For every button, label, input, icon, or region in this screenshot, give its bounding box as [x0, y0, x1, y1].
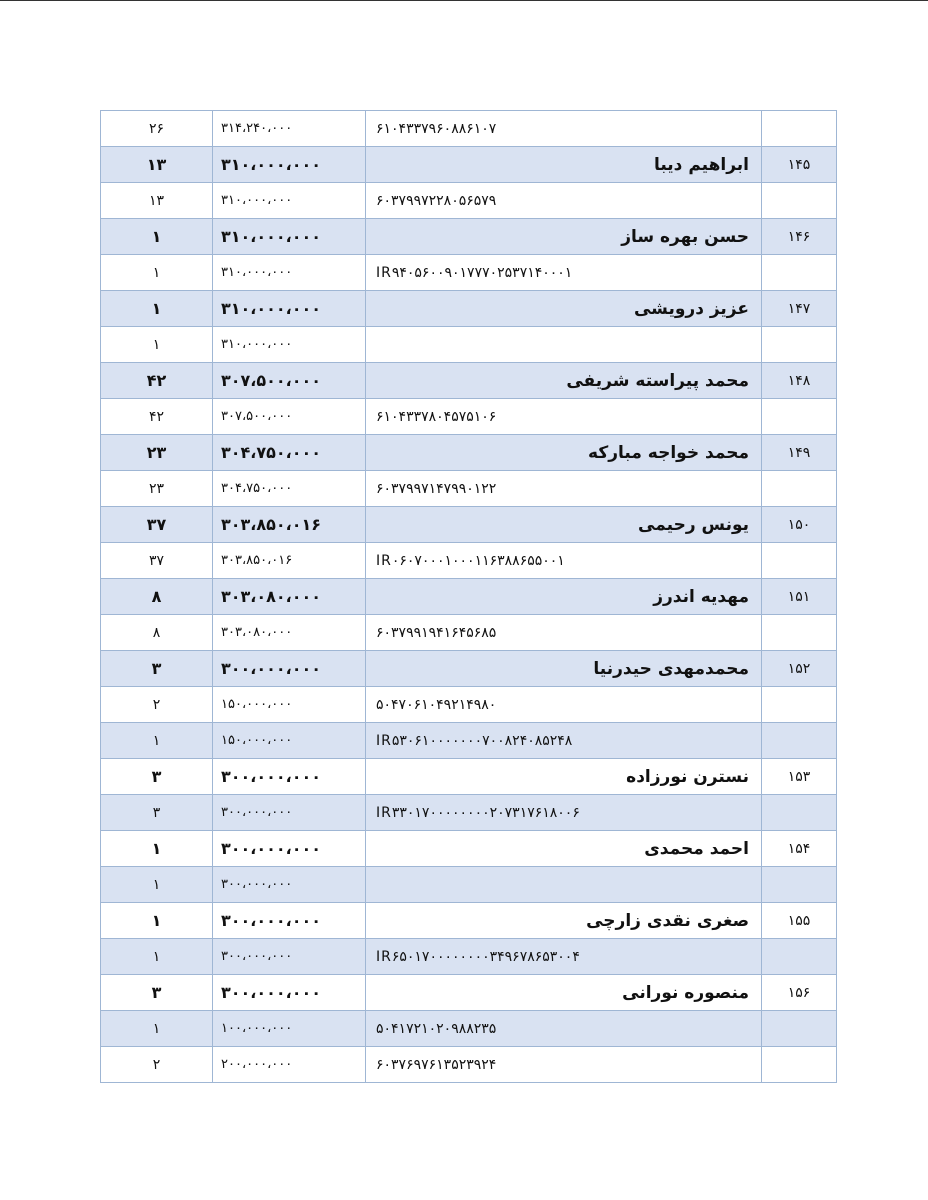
account-number: IR۹۴۰۵۶۰۰۹۰۱۷۷۷۰۲۵۳۷۱۴۰۰۰۱ — [376, 264, 573, 281]
count-cell: ۱ — [101, 867, 213, 903]
account-row — [101, 723, 837, 759]
account-row — [101, 1011, 837, 1047]
amount-cell: ۳۰۰،۰۰۰،۰۰۰ — [213, 867, 366, 903]
amount-cell: ۳۱۰،۰۰۰،۰۰۰ — [213, 291, 366, 327]
person-name: نسترن نورزاده — [626, 766, 749, 787]
count-cell: ۲۳ — [101, 471, 213, 507]
index-cell: ۱۵۳ — [762, 759, 837, 795]
name-cell — [366, 147, 762, 183]
account-number: IR۳۳۰۱۷۰۰۰۰۰۰۰۰۲۰۷۳۱۷۶۱۸۰۰۶ — [376, 804, 580, 821]
name-cell — [366, 363, 762, 399]
amount-cell: ۳۱۰،۰۰۰،۰۰۰ — [213, 255, 366, 291]
account-number: ۵۰۴۷۰۶۱۰۴۹۲۱۴۹۸۰ — [376, 696, 497, 713]
account-cell — [366, 255, 762, 291]
amount-cell: ۳۰۰،۰۰۰،۰۰۰ — [213, 831, 366, 867]
name-cell — [366, 291, 762, 327]
person-name: محمد خواجه مبارکه — [588, 442, 749, 463]
person-row — [101, 651, 837, 687]
top-rule — [0, 0, 928, 1]
account-cell — [366, 183, 762, 219]
index-cell: ۱۵۵ — [762, 903, 837, 939]
account-cell — [366, 723, 762, 759]
amount-cell: ۳۰۳،۰۸۰،۰۰۰ — [213, 579, 366, 615]
index-cell: ۱۴۵ — [762, 147, 837, 183]
person-name: مهدیه اندرز — [653, 586, 749, 607]
amount-cell: ۳۰۴،۷۵۰،۰۰۰ — [213, 435, 366, 471]
account-number: ۶۰۳۷۶۹۷۶۱۳۵۲۳۹۲۴ — [376, 1056, 497, 1073]
account-row — [101, 471, 837, 507]
name-cell — [366, 651, 762, 687]
account-number: ۶۱۰۴۳۳۷۸۰۴۵۷۵۱۰۶ — [376, 408, 497, 425]
account-number: IR۰۶۰۷۰۰۰۱۰۰۰۱۱۶۳۸۸۶۵۵۰۰۱ — [376, 552, 565, 569]
amount-cell: ۳۱۰،۰۰۰،۰۰۰ — [213, 327, 366, 363]
index-cell: ۱۵۶ — [762, 975, 837, 1011]
count-cell: ۱۳ — [101, 147, 213, 183]
amount-cell: ۳۱۰،۰۰۰،۰۰۰ — [213, 147, 366, 183]
person-name: حسن بهره ساز — [621, 226, 749, 247]
account-row — [101, 615, 837, 651]
account-row — [101, 867, 837, 903]
account-row — [101, 687, 837, 723]
amount-cell: ۳۰۰،۰۰۰،۰۰۰ — [213, 651, 366, 687]
amount-cell: ۳۰۳،۸۵۰،۰۱۶ — [213, 543, 366, 579]
person-row — [101, 759, 837, 795]
count-cell: ۱ — [101, 219, 213, 255]
account-row — [101, 255, 837, 291]
account-row — [101, 939, 837, 975]
payments-table-body — [101, 111, 837, 1083]
count-cell: ۲۶ — [101, 111, 213, 147]
amount-cell: ۳۱۰،۰۰۰،۰۰۰ — [213, 183, 366, 219]
person-name: صغری نقدی زارچی — [586, 910, 749, 931]
count-cell: ۱ — [101, 723, 213, 759]
count-cell: ۱ — [101, 1011, 213, 1047]
index-cell — [762, 867, 837, 903]
count-cell: ۱ — [101, 939, 213, 975]
account-cell — [366, 111, 762, 147]
index-cell — [762, 687, 837, 723]
count-cell: ۴۲ — [101, 399, 213, 435]
count-cell: ۲۳ — [101, 435, 213, 471]
person-row — [101, 975, 837, 1011]
amount-cell: ۳۰۰،۰۰۰،۰۰۰ — [213, 939, 366, 975]
count-cell: ۳ — [101, 795, 213, 831]
count-cell: ۳۷ — [101, 543, 213, 579]
index-cell: ۱۵۱ — [762, 579, 837, 615]
amount-cell: ۳۰۴،۷۵۰،۰۰۰ — [213, 471, 366, 507]
index-cell — [762, 939, 837, 975]
account-cell — [366, 939, 762, 975]
account-cell — [366, 1047, 762, 1083]
index-cell — [762, 111, 837, 147]
amount-cell: ۳۰۳،۰۸۰،۰۰۰ — [213, 615, 366, 651]
account-cell — [366, 471, 762, 507]
person-name: احمد محمدی — [644, 838, 749, 859]
amount-cell: ۲۰۰،۰۰۰،۰۰۰ — [213, 1047, 366, 1083]
account-row — [101, 795, 837, 831]
index-cell — [762, 723, 837, 759]
account-row — [101, 543, 837, 579]
amount-cell: ۱۵۰،۰۰۰،۰۰۰ — [213, 687, 366, 723]
index-cell — [762, 255, 837, 291]
count-cell: ۱ — [101, 291, 213, 327]
index-cell: ۱۵۰ — [762, 507, 837, 543]
account-cell — [366, 687, 762, 723]
account-row — [101, 111, 837, 147]
amount-cell: ۳۰۰،۰۰۰،۰۰۰ — [213, 795, 366, 831]
count-cell: ۲ — [101, 1047, 213, 1083]
person-name: محمد پیراسته شریفی — [566, 370, 749, 391]
person-row — [101, 903, 837, 939]
amount-cell: ۱۰۰،۰۰۰،۰۰۰ — [213, 1011, 366, 1047]
index-cell — [762, 1047, 837, 1083]
amount-cell: ۳۰۷،۵۰۰،۰۰۰ — [213, 399, 366, 435]
name-cell — [366, 831, 762, 867]
account-row — [101, 183, 837, 219]
account-row — [101, 1047, 837, 1083]
account-number: IR۶۵۰۱۷۰۰۰۰۰۰۰۰۳۴۹۶۷۸۶۵۳۰۰۴ — [376, 948, 580, 965]
account-cell — [366, 327, 762, 363]
person-row — [101, 219, 837, 255]
name-cell — [366, 579, 762, 615]
account-cell — [366, 615, 762, 651]
amount-cell: ۳۰۰،۰۰۰،۰۰۰ — [213, 975, 366, 1011]
index-cell — [762, 543, 837, 579]
index-cell — [762, 1011, 837, 1047]
payments-table — [100, 110, 837, 1083]
account-number: IR۵۳۰۶۱۰۰۰۰۰۰۰۷۰۰۸۲۴۰۸۵۲۴۸ — [376, 732, 573, 749]
count-cell: ۱ — [101, 831, 213, 867]
person-row — [101, 147, 837, 183]
index-cell: ۱۴۹ — [762, 435, 837, 471]
account-number: ۵۰۴۱۷۲۱۰۲۰۹۸۸۲۳۵ — [376, 1020, 497, 1037]
account-cell — [366, 1011, 762, 1047]
index-cell — [762, 399, 837, 435]
account-cell — [366, 795, 762, 831]
name-cell — [366, 975, 762, 1011]
person-name: محمدمهدی حیدرنیا — [593, 658, 749, 679]
person-name: عزیز درویشی — [633, 298, 749, 319]
name-cell — [366, 759, 762, 795]
count-cell: ۳۷ — [101, 507, 213, 543]
index-cell — [762, 327, 837, 363]
name-cell — [366, 903, 762, 939]
account-cell — [366, 399, 762, 435]
person-row — [101, 831, 837, 867]
index-cell: ۱۵۲ — [762, 651, 837, 687]
index-cell: ۱۴۸ — [762, 363, 837, 399]
person-row — [101, 507, 837, 543]
index-cell — [762, 183, 837, 219]
count-cell: ۳ — [101, 975, 213, 1011]
amount-cell: ۱۵۰،۰۰۰،۰۰۰ — [213, 723, 366, 759]
index-cell — [762, 471, 837, 507]
name-cell — [366, 219, 762, 255]
count-cell: ۸ — [101, 579, 213, 615]
amount-cell: ۳۰۳،۸۵۰،۰۱۶ — [213, 507, 366, 543]
person-row — [101, 363, 837, 399]
person-row — [101, 579, 837, 615]
account-cell — [366, 543, 762, 579]
count-cell: ۳ — [101, 651, 213, 687]
index-cell: ۱۵۴ — [762, 831, 837, 867]
account-number: ۶۱۰۴۳۳۷۹۶۰۸۸۶۱۰۷ — [376, 120, 497, 137]
amount-cell: ۳۱۰،۰۰۰،۰۰۰ — [213, 219, 366, 255]
account-number: ۶۰۳۷۹۹۱۹۴۱۶۴۵۶۸۵ — [376, 624, 497, 641]
amount-cell: ۳۱۴،۲۴۰،۰۰۰ — [213, 111, 366, 147]
count-cell: ۲ — [101, 687, 213, 723]
index-cell: ۱۴۷ — [762, 291, 837, 327]
amount-cell: ۳۰۰،۰۰۰،۰۰۰ — [213, 903, 366, 939]
index-cell — [762, 615, 837, 651]
count-cell: ۱ — [101, 255, 213, 291]
account-cell — [366, 867, 762, 903]
count-cell: ۱ — [101, 903, 213, 939]
count-cell: ۴۲ — [101, 363, 213, 399]
count-cell: ۳ — [101, 759, 213, 795]
count-cell: ۱ — [101, 327, 213, 363]
index-cell — [762, 795, 837, 831]
name-cell — [366, 435, 762, 471]
count-cell: ۸ — [101, 615, 213, 651]
account-row — [101, 327, 837, 363]
person-row — [101, 435, 837, 471]
account-number: ۶۰۳۷۹۹۷۲۲۸۰۵۶۵۷۹ — [376, 192, 497, 209]
account-number: ۶۰۳۷۹۹۷۱۴۷۹۹۰۱۲۲ — [376, 480, 497, 497]
index-cell: ۱۴۶ — [762, 219, 837, 255]
person-name: ابراهیم دیبا — [653, 154, 749, 175]
person-name: یونس رحیمی — [638, 514, 749, 535]
name-cell — [366, 507, 762, 543]
count-cell: ۱۳ — [101, 183, 213, 219]
amount-cell: ۳۰۰،۰۰۰،۰۰۰ — [213, 759, 366, 795]
person-name: منصوره نورانی — [622, 982, 749, 1003]
person-row — [101, 291, 837, 327]
account-row — [101, 399, 837, 435]
amount-cell: ۳۰۷،۵۰۰،۰۰۰ — [213, 363, 366, 399]
